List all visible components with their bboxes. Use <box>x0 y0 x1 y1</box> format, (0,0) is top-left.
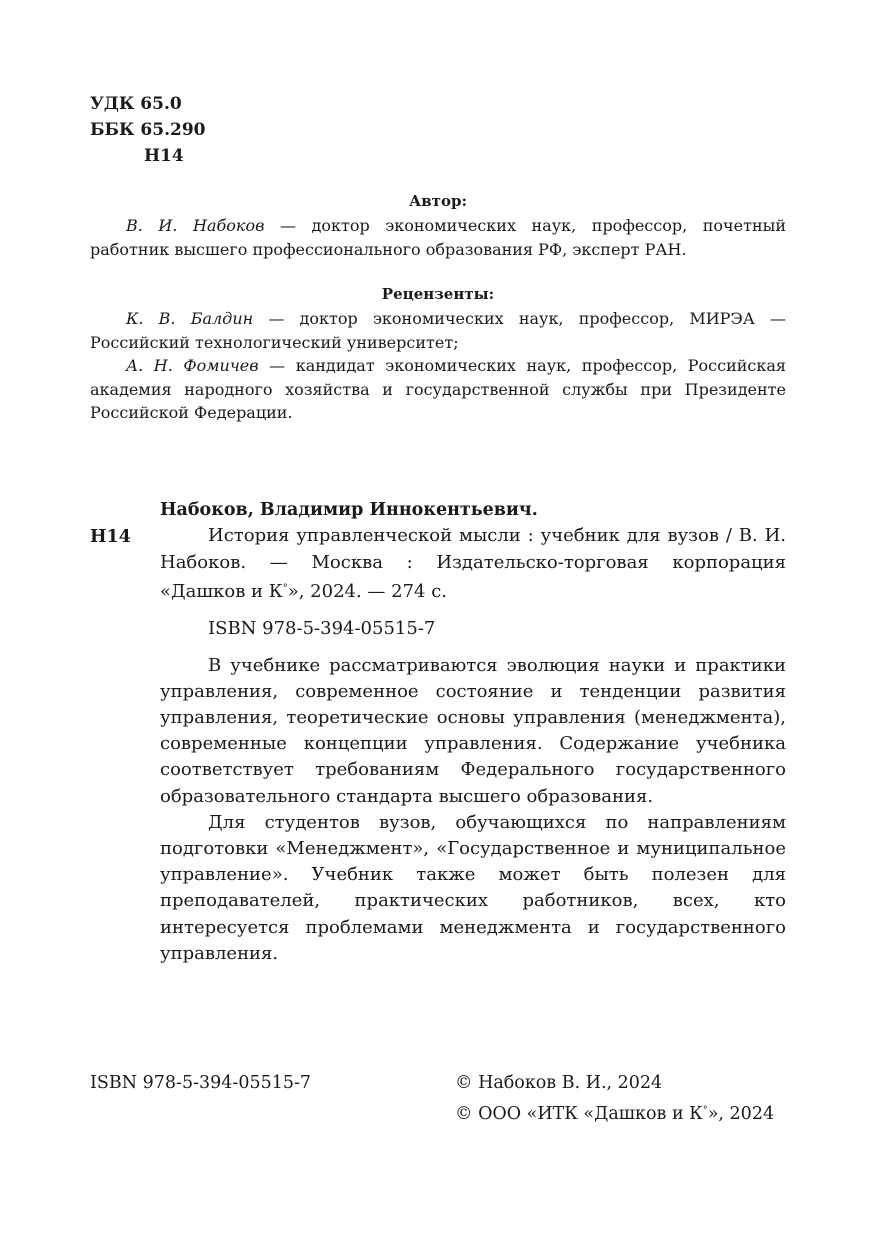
reviewers-heading: Рецензенты: <box>381 285 495 303</box>
bibliographic-tail: », 2024. — 274 с. <box>287 581 448 602</box>
author-mark: Н14 <box>144 146 184 166</box>
author-name: В. И. Набоков <box>126 216 265 235</box>
degree-sign: ° <box>702 1105 708 1116</box>
reviewer-paragraph <box>90 354 786 425</box>
degree-sign: ° <box>282 583 288 594</box>
catalog-mark: Н14 <box>90 527 131 547</box>
reviewer-description: — кандидат экономических наук, профессор, Российская академия народного хозяйства и государственной службы при Президенте Российской Федерации. <box>90 356 786 422</box>
catalog-card <box>160 497 786 967</box>
udk-code: УДК 65.0 <box>90 94 182 114</box>
catalog-author-heading: Набоков, Владимир Иннокентьевич. <box>160 500 538 520</box>
bbk-code: ББК 65.290 <box>90 120 206 140</box>
copyright-publisher-tail: », 2024 <box>707 1104 775 1124</box>
footer-isbn: ISBN 978-5-394-05515-7 <box>90 1073 312 1093</box>
reviewer-name: К. В. Балдин <box>126 309 254 328</box>
annotation-paragraph: Для студентов вузов, обучающихся по направлениям подготовки «Менеджмент», «Государственное и муниципальное управление». Учебник также может быть полезен для преподавателей, практических работников, всех, кто интересуется проблемами менеджмента и государственного управления. <box>160 811 786 964</box>
author-section <box>90 190 786 261</box>
annotation-paragraph: В учебнике рассматриваются эволюция науки и практики управления, современное состояние и тенденции развития управления, теоретические основы управления (менеджмента), современные концепции управления. Содержание учебника соответствует требованиям Федерального государственного образовательного стандарта высшего образования. <box>160 654 786 807</box>
catalog-isbn: ISBN 978-5-394-05515-7 <box>208 617 436 639</box>
reviewer-name: А. Н. Фомичев <box>126 356 259 375</box>
copyright-author: © Набоков В. И., 2024 <box>455 1073 663 1093</box>
reviewer-paragraph <box>90 307 786 354</box>
author-description: — доктор экономических наук, профессор, почетный работник высшего профессионального образования РФ, эксперт РАН. <box>90 216 786 259</box>
reviewers-section <box>90 283 786 425</box>
classification-codes <box>90 91 206 169</box>
reviewer-description: — доктор экономических наук, профессор, МИРЭА — Российский технологический университет; <box>90 309 786 352</box>
copyright-publisher-main: © ООО «ИТК «Дашков и К <box>455 1104 703 1124</box>
copyright-publisher <box>455 1097 774 1128</box>
bibliographic-description <box>160 523 786 606</box>
bibliographic-main: История управленческой мысли : учебник для вузов / В. И. Набоков. — Москва : Издательско-торговая корпорация «Дашков и К <box>160 525 786 602</box>
footer-copyrights <box>455 1069 774 1128</box>
author-paragraph <box>90 214 786 261</box>
author-heading: Автор: <box>409 192 467 210</box>
